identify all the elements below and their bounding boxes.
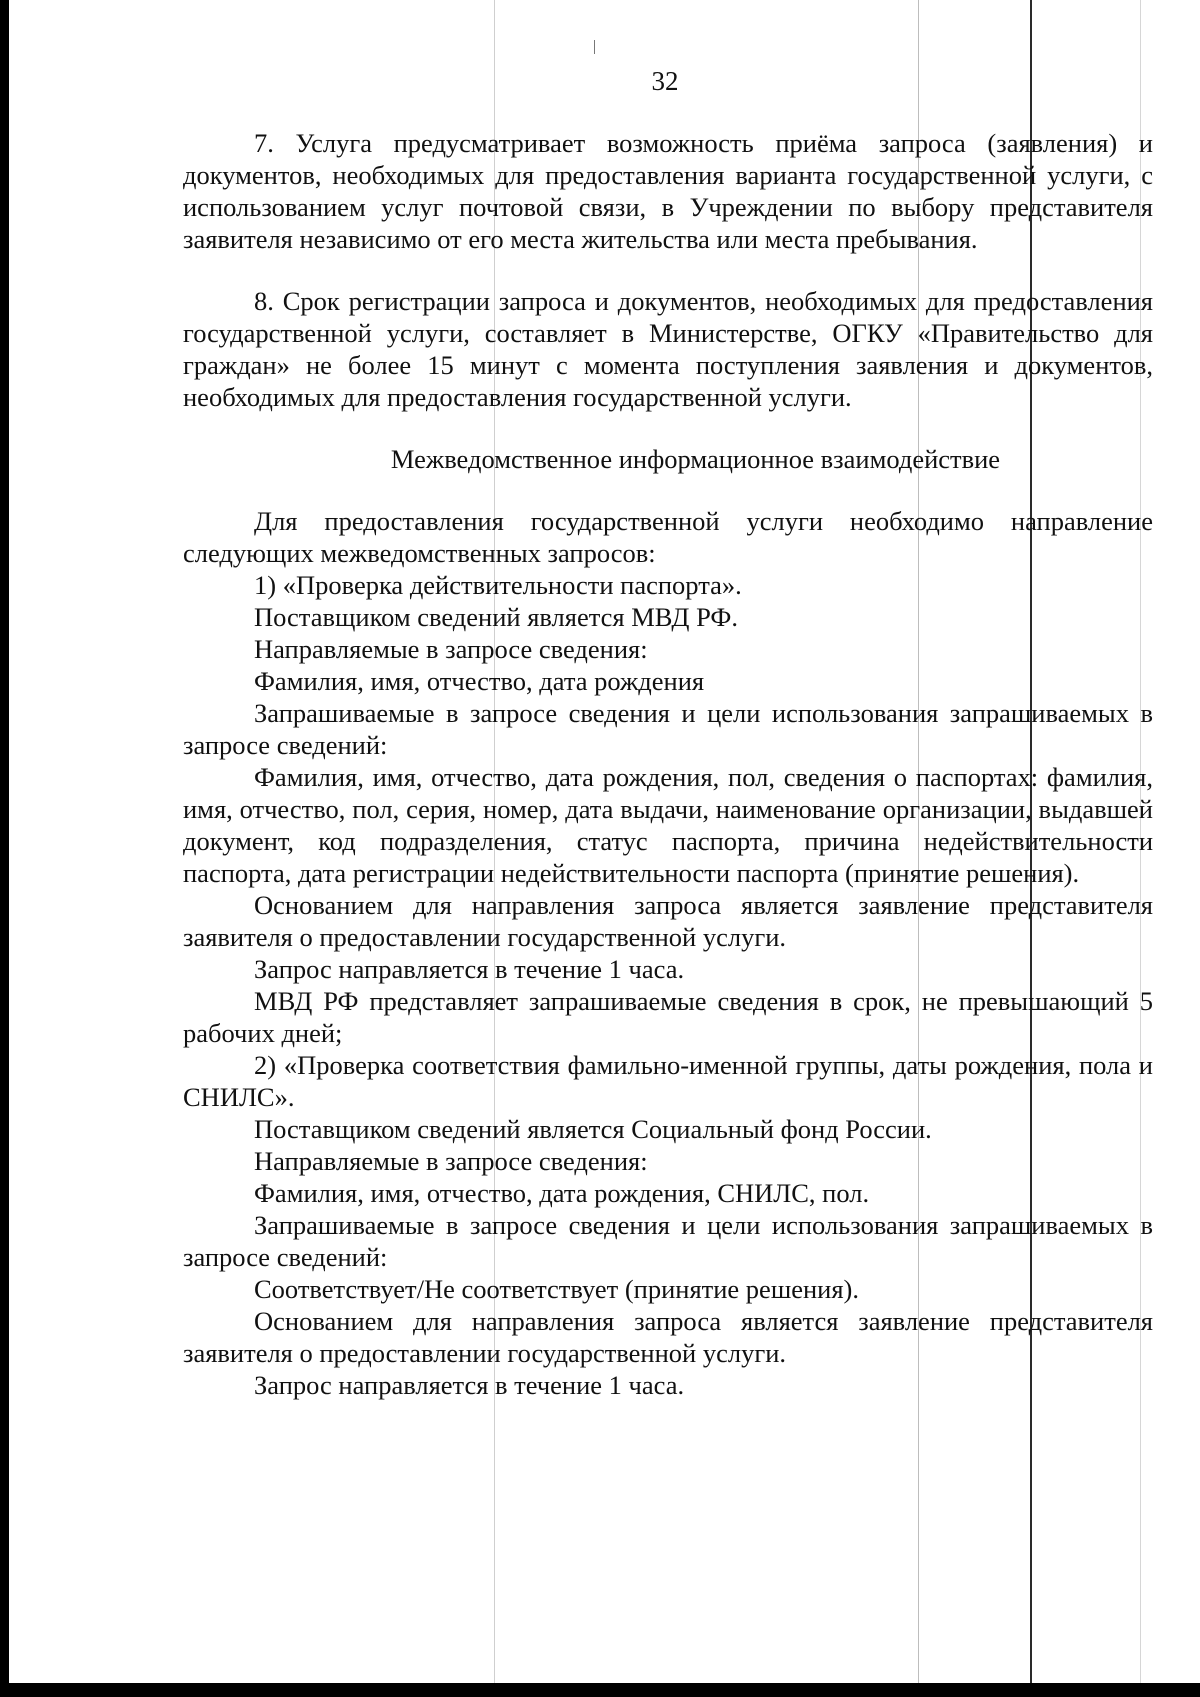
paragraph: Поставщиком сведений является Социальный фонд России. [254,1114,932,1144]
paragraph: Основанием для направления запроса является заявление представителя заявителя о предоставлении государственной услуги. [183,890,1153,952]
paragraph: Основанием для направления запроса является заявление представителя заявителя о предоставлении государственной услуги. [183,1306,1153,1368]
paragraph: Запрашиваемые в запросе сведения и цели использования запрашиваемых в запросе сведений: [183,1210,1153,1272]
paragraph: Поставщиком сведений является МВД РФ. [254,602,738,632]
paragraph: Направляемые в запросе сведения: [254,1146,648,1176]
paragraph-item-8: 8. Срок регистрации запроса и документов, необходимых для предоставления государственной услуги, составляет в Министерстве, ОГКУ «Правительство для граждан» не более 15 минут с момента поступления заявления и документов, необходимых для предоставления государственной услуги. [183,286,1153,412]
paragraph: Соответствует/Не соответствует (принятие решения). [254,1274,859,1304]
section-heading: Межведомственное информационное взаимодействие [390,444,1001,474]
paragraph: Запрос направляется в течение 1 часа. [254,1370,685,1400]
paragraph: Запрос направляется в течение 1 часа. [254,954,685,984]
page-number: 32 [651,66,679,96]
paragraph: Для предоставления государственной услуги необходимо направление следующих межведомственных запросов: [183,506,1153,568]
scan-border-left [0,0,9,1697]
paragraph: Направляемые в запросе сведения: [254,634,648,664]
paragraph: Фамилия, имя, отчество, дата рождения, СНИЛС, пол. [254,1178,870,1208]
paragraph: МВД РФ представляет запрашиваемые сведения в срок, не превышающий 5 рабочих дней; [183,986,1153,1048]
paragraph: 1) «Проверка действительности паспорта». [254,570,742,600]
paragraph-item-7: 7. Услуга предусматривает возможность приёма запроса (заявления) и документов, необходимых для предоставления варианта государственной услуги, с использованием услуг почтовой связи, в Учреждении по выбору представителя заявителя независимо от его места жительства или места пребывания. [183,128,1153,254]
scan-border-bottom [0,1683,1200,1697]
paragraph: 2) «Проверка соответствия фамильно-именной группы, даты рождения, пола и СНИЛС». [183,1050,1153,1112]
paragraph: Фамилия, имя, отчество, дата рождения, пол, сведения о паспортах: фамилия, имя, отчество, пол, серия, номер, дата выдачи, наименование организации, выдавшей документ, код подразделения, статус паспорта, причина недействительности паспорта, дата регистрации недействительности паспорта (принятие решения). [183,762,1153,888]
paragraph: Запрашиваемые в запросе сведения и цели использования запрашиваемых в запросе сведений: [183,698,1153,760]
paragraph: Фамилия, имя, отчество, дата рождения [254,666,705,696]
document-body [183,127,1153,1401]
scan-artifact-tick [594,40,595,54]
